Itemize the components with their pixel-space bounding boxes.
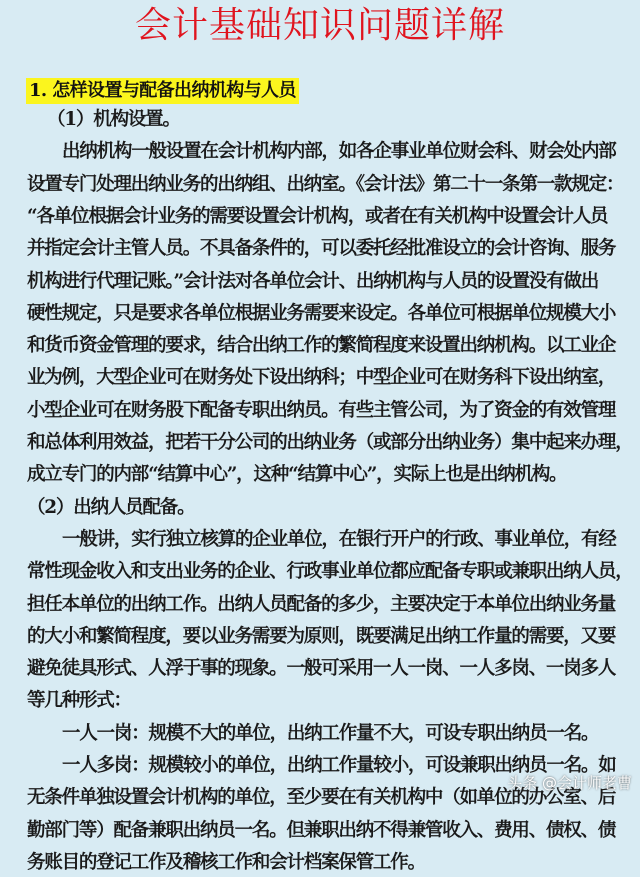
text-line: 无条件单独设置会计机构的单位，至少要在有关机构中（如单位的办公室、后 — [27, 787, 616, 809]
text-line: “各单位根据会计业务的需要设置会计机构，或者在有关机构中设置会计人员 — [27, 205, 608, 227]
watermark: 头条 @会计师老曹 — [507, 774, 632, 792]
text-line: 常性现金收入和支出业务的企业、行政事业单位都应配备专职或兼职出纳人员， — [27, 561, 633, 583]
text-line: （2）出纳人员配备。 — [27, 496, 195, 518]
text-line: 硬性规定，只是要求各单位根据业务需要来设定。各单位可根据单位规模大小 — [27, 302, 616, 324]
text-line: 一人一岗：规模不大的单位，出纳工作量不大，可设专职出纳员一名。 — [62, 722, 599, 744]
text-line: 勤部门等）配备兼职出纳员一名。但兼职出纳不得兼管收入、费用、债权、债 — [27, 819, 616, 841]
text-line: 出纳机构一般设置在会计机构内部，如各企事业单位财会科、财会处内部 — [62, 141, 616, 163]
text-line: 务账目的登记工作及稽核工作和会计档案保管工作。 — [27, 851, 425, 873]
text-line: 一人多岗：规模较小的单位，出纳工作量较小，可设兼职出纳员一名。如 — [62, 755, 616, 776]
section-heading: 1. 怎样设置与配备出纳机构与人员 — [26, 78, 299, 104]
text-line: 成立专门的内部“结算中心”，这种“结算中心”，实际上也是出纳机构。 — [27, 464, 567, 486]
text-line: 和货币资金管理的要求，结合出纳工作的繁简程度来设置出纳机构。以工业企 — [27, 335, 616, 357]
text-line: 等几种形式： — [27, 690, 131, 712]
text-line: 并指定会计主管人员。不具备条件的，可以委托经批准设立的会计咨询、服务 — [27, 238, 616, 260]
text-line: 机构进行代理记账。”会计法对各单位会计、出纳机构与人员的设置没有做出 — [27, 270, 599, 292]
document-title: 会计基础知识问题详解 — [134, 5, 505, 46]
text-line: 一般讲，实行独立核算的企业单位，在银行开户的行政、事业单位，有经 — [62, 528, 616, 550]
text-line: 和总体利用效益，把若干分公司的出纳业务（或部分出纳业务）集中起来办理， — [27, 432, 633, 453]
text-line: 设置专门处理出纳业务的出纳组、出纳室。《会计法》第二十一条第一款规定： — [27, 173, 624, 195]
text-line: 避免徒具形式、人浮于事的现象。一般可采用一人一岗、一人多岗、一岗多人 — [27, 658, 616, 680]
text-line: 的大小和繁简程度，要以业务需要为原则，既要满足出纳工作量的需要，又要 — [27, 625, 616, 647]
text-line: 小型企业可在财务股下配备专职出纳员。有些主管公司，为了资金的有效管理 — [27, 399, 616, 421]
text-line: 业为例，大型企业可在财务处下设出纳科；中型企业可在财务科下设出纳室， — [27, 367, 616, 389]
text-line: （1）机构设置。 — [47, 109, 180, 130]
text-line: 担任本单位的出纳工作。出纳人员配备的多少，主要决定于本单位出纳业务量 — [27, 593, 616, 615]
